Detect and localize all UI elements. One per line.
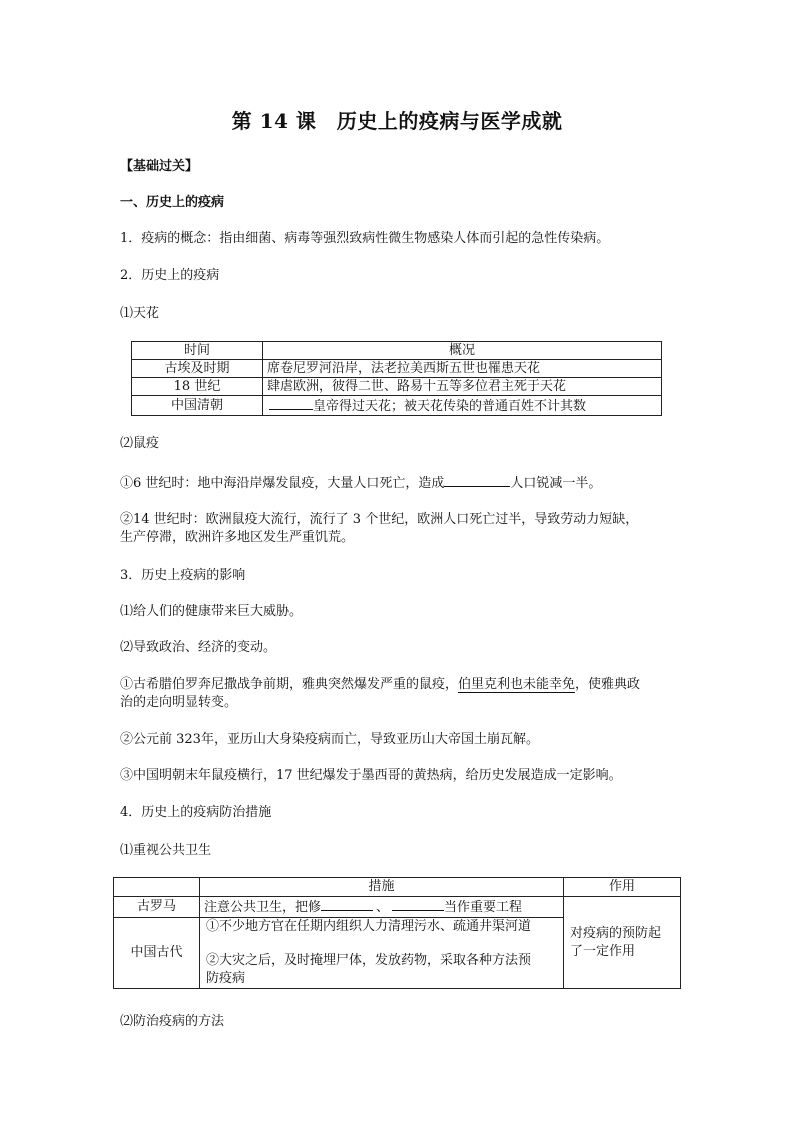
sub-smallpox: ⑴天花 <box>120 306 160 321</box>
smallpox-table <box>131 341 662 416</box>
table-row <box>132 360 662 378</box>
fill-blank[interactable] <box>321 897 373 911</box>
row-desc-text: 皇帝得过天花；被天花传染的普通百姓不计其数 <box>313 399 587 414</box>
plague-item-2-line1: ②14 世纪时：欧洲鼠疫大流行，流行了 3 个世纪，欧洲人口死亡过半，导致劳动力短缺， <box>120 512 639 527</box>
impact2a-text: ①古希腊伯罗奔尼撒战争前期，雅典突然爆发严重的鼠疫， <box>120 677 459 692</box>
row-time: 中国清朝 <box>132 396 263 416</box>
china-measure-1: ①不少地方官在任期内组织人力清理污水、疏通井渠河道 <box>206 919 532 934</box>
table-header-row <box>114 878 681 897</box>
row-china: 中国古代 <box>114 918 200 989</box>
effect-line2: 了一定作用 <box>570 943 636 959</box>
sub-plague: ⑵鼠疫 <box>120 436 160 451</box>
plague1-text: ①6 世纪时：地中海沿岸爆发鼠疫，大量人口死亡，造成 <box>120 476 445 491</box>
table-row <box>132 378 662 396</box>
impact2a-text-end: ，使雅典政 <box>575 677 641 692</box>
effect-cell <box>564 897 681 989</box>
plague-item-2-line2: 生产停滞，欧洲许多地区发生严重饥荒。 <box>120 530 355 545</box>
sub-hygiene: ⑴重视公共卫生 <box>120 843 212 858</box>
impact-1: ⑴给人们的健康带来巨大威胁。 <box>120 604 303 619</box>
row-desc: 肆虐欧洲，彼得二世、路易十五等多位君主死于天花 <box>263 378 662 396</box>
header-effect: 作用 <box>564 878 681 897</box>
table-header-row <box>132 342 662 360</box>
row-time: 古埃及时期 <box>132 360 263 378</box>
impact-2b: ②公元前 323年，亚历山大身染疫病而亡，导致亚历山大帝国土崩瓦解。 <box>120 732 539 747</box>
impact-2a-line2: 治的走向明显转变。 <box>120 695 238 710</box>
header-measures: 措施 <box>200 878 564 897</box>
impact-2a-line1 <box>120 676 640 694</box>
part1-heading: 一、历史上的疫病 <box>120 195 225 210</box>
header-time: 时间 <box>132 342 263 360</box>
sub-methods: ⑵防治疫病的方法 <box>120 1014 225 1029</box>
row-rome: 古罗马 <box>114 897 200 918</box>
plague1-text-end: 人口锐减一半。 <box>510 476 602 491</box>
rome-text: 注意公共卫生，把修 <box>204 900 322 915</box>
impact2a-underlined: 伯里克利也未能幸免 <box>458 677 576 692</box>
fill-blank[interactable] <box>444 473 510 487</box>
section-basic-heading: 【基础过关】 <box>120 159 199 174</box>
rome-text-end: 当作重要工程 <box>444 900 523 915</box>
page-title: 第 14 课 历史上的疫病与医学成就 <box>231 109 563 133</box>
hygiene-table <box>113 877 681 989</box>
rome-measure <box>200 897 564 918</box>
table-row <box>132 396 662 416</box>
china-measure-2-line1: ②大灾之后，及时掩埋尸体，发放药物，采取各种方法预 <box>206 953 532 968</box>
header-desc: 概况 <box>263 342 662 360</box>
effect-line1: 对疫病的预防起 <box>570 925 662 941</box>
header-blank <box>114 878 200 897</box>
row-desc: 席卷尼罗河沿岸，法老拉美西斯五世也罹患天花 <box>263 360 662 378</box>
impact-2: ⑵导致政治、经济的变动。 <box>120 640 277 655</box>
item4-heading: 4．历史上的疫病防治措施 <box>120 805 272 820</box>
table-row <box>114 897 681 918</box>
item2-heading: 2．历史上的疫病 <box>120 268 220 283</box>
impact-2c: ③中国明朝末年鼠疫横行，17 世纪爆发于墨西哥的黄热病，给历史发展造成一定影响。 <box>120 768 622 783</box>
item1-definition: 1．疫病的概念：指由细菌、病毒等强烈致病性微生物感染人体而引起的急性传染病。 <box>120 231 610 246</box>
row-time: 18 世纪 <box>132 378 263 396</box>
china-measure-2-line2: 防疫病 <box>206 971 246 986</box>
rome-separator: 、 <box>376 900 390 915</box>
fill-blank[interactable] <box>269 396 313 410</box>
china-measures <box>200 918 564 989</box>
plague-item-1 <box>120 473 601 493</box>
row-desc <box>263 396 662 416</box>
item3-heading: 3．历史上疫病的影响 <box>120 568 246 583</box>
fill-blank[interactable] <box>392 897 444 911</box>
